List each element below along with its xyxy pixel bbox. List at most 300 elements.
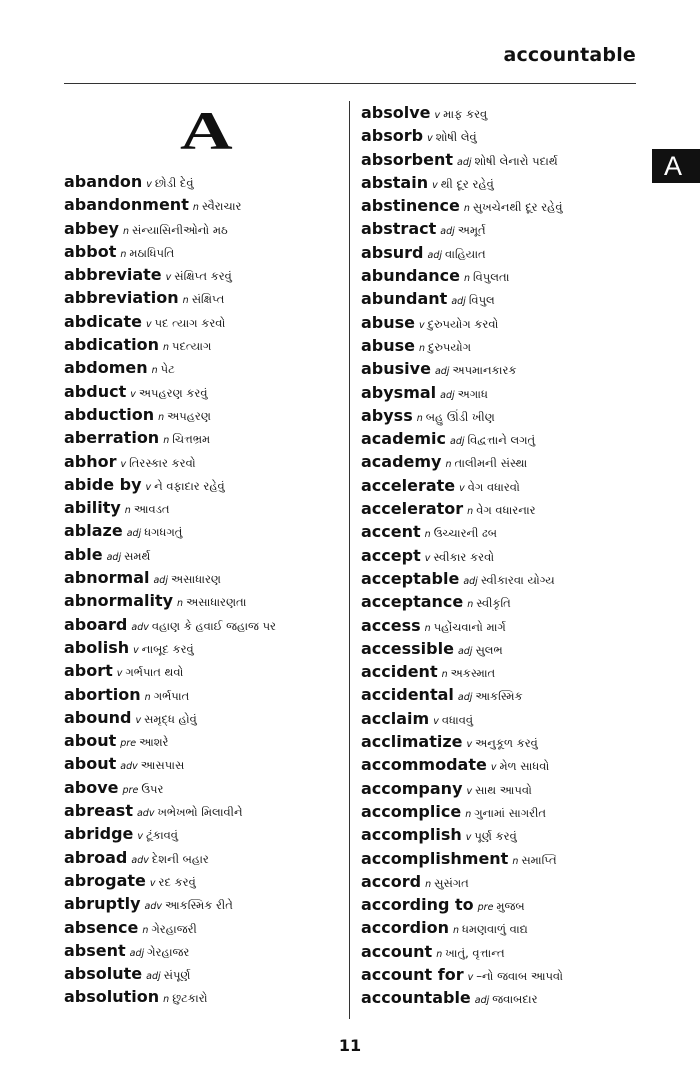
dictionary-entry [361,847,661,870]
dictionary-entry [361,614,661,637]
dictionary-entry [64,496,346,519]
dictionary-entry [64,613,346,636]
gujarati-meaning: આવડત [133,502,170,517]
gujarati-meaning: રદ કરવું [158,874,196,889]
dictionary-entry [64,380,346,403]
dictionary-entry [361,940,661,963]
gujarati-meaning: સંપૂર્ણ [163,968,191,983]
headword: accept [361,545,421,565]
gujarati-meaning: વિપુલ [468,293,495,308]
headword: able [64,544,103,564]
gujarati-meaning: બહુ ઊંડી ખીણ [425,409,495,424]
headword: absolution [64,987,160,1007]
gujarati-meaning: સ્વીકારવા યોગ્ય [480,572,555,587]
headword: abdomen [64,358,148,378]
headword: abound [64,707,132,727]
gujarati-meaning: દેશની બહાર [151,851,209,866]
dictionary-entry [361,730,661,753]
gujarati-meaning: આકસ્મિક રીતે [165,898,233,913]
dictionary-entry [64,869,346,892]
part-of-speech: n [445,459,452,471]
dictionary-entry [361,311,661,334]
headword: abandon [64,172,143,191]
gujarati-meaning: શોષી લેનારો પદાર્થ [474,153,558,168]
gujarati-meaning: વેગ વધારવો [467,479,520,494]
dictionary-entry [361,544,661,567]
part-of-speech: n [142,924,149,936]
dictionary-entry [361,171,661,194]
gujarati-meaning: અસાધારણતા [186,595,247,610]
part-of-speech: adj [106,551,122,563]
dictionary-entry [361,660,661,683]
headword: absolute [64,964,143,984]
dictionary-entry [361,427,661,450]
headword: abbreviate [64,265,162,285]
dictionary-entry [64,333,346,356]
part-of-speech: v [433,715,439,727]
dictionary-entry [361,217,661,240]
column-divider [349,101,350,1019]
part-of-speech: pre [122,784,139,796]
gujarati-meaning: પેટ [160,362,175,377]
part-of-speech: adj [450,436,465,448]
gujarati-meaning: અમૂર્ત [457,223,486,238]
gujarati-meaning: આશરે [139,735,169,750]
headword: about [64,754,117,774]
gujarati-meaning: સ્વીકૃતિ [476,596,511,611]
headword: abortion [64,684,141,704]
gujarati-meaning: અકસ્માત [450,666,496,681]
gujarati-meaning: થી દૂર રહેવું [440,176,494,191]
gujarati-meaning: સમર્થ [124,548,151,563]
headword: accessible [361,638,454,658]
headword: accelerate [361,475,456,495]
dictionary-entry [361,287,661,310]
gujarati-meaning: મેળ સાધવો [499,759,550,774]
headword: abduct [64,381,127,401]
gujarati-meaning: ટૂંકાવવું [146,828,178,843]
headword: abduction [64,404,155,424]
headword: abide by [64,474,142,494]
dictionary-entry [361,590,661,613]
gujarati-meaning: વિદ્વત્તાને લગતું [467,433,536,448]
gujarati-meaning: દુરુપયોગ કરવો [427,316,499,331]
part-of-speech: n [124,505,131,517]
part-of-speech: v [133,644,139,656]
headword: accompany [361,778,463,798]
dictionary-entry [64,916,346,939]
part-of-speech: n [424,529,431,541]
part-of-speech: n [144,691,151,703]
gujarati-meaning: શોષી લેવું [435,130,477,145]
gujarati-meaning: સંન્યાસિનીઓનો મઠ [132,222,228,237]
headword: academic [361,429,447,449]
gujarati-meaning: ચિત્તભ્રમ [172,432,211,447]
gujarati-meaning: ઉપર [141,781,164,796]
headword: abdicate [64,311,142,331]
part-of-speech: n [424,622,431,634]
headword: abstract [361,219,437,239]
part-of-speech: adj [440,226,455,238]
part-of-speech: adj [129,947,145,959]
headword: ability [64,498,121,518]
dictionary-entry [361,870,661,893]
gujarati-meaning: ગેરહાજર [147,944,190,959]
headword: accent [361,522,421,542]
headword: abstain [361,172,429,192]
part-of-speech: v [490,762,497,774]
dictionary-entry [361,101,661,124]
part-of-speech: n [419,342,426,354]
dictionary-entry [64,403,346,426]
headword: accord [361,871,422,891]
part-of-speech: adv [136,808,155,820]
gujarati-meaning: તાલીમની સંસ્થા [454,456,528,471]
part-of-speech: adj [126,528,142,540]
part-of-speech: pre [120,738,137,750]
gujarati-meaning: છુટકારો [172,991,208,1006]
dictionary-entry [64,822,346,845]
part-of-speech: adj [146,971,161,983]
dictionary-entry [361,334,661,357]
headword: accidental [361,685,454,705]
part-of-speech: v [466,739,473,751]
dictionary-entry [361,567,661,590]
gujarati-meaning: અપહરણ [167,408,211,423]
dictionary-entry [361,916,661,939]
dictionary-entry [64,450,346,473]
part-of-speech: n [182,295,189,307]
part-of-speech: n [177,598,184,610]
gujarati-meaning: આસપાસ [140,758,185,773]
part-of-speech: v [116,668,123,680]
dictionary-entry [64,589,346,612]
headword: ablaze [64,521,123,541]
headword: abreast [64,801,133,821]
gujarati-meaning: દુરુપયોગ [428,339,472,354]
part-of-speech: v [467,971,474,983]
dictionary-entry [64,962,346,985]
headword: abhor [64,451,117,471]
part-of-speech: v [434,110,441,121]
part-of-speech: n [436,948,443,960]
headword: abundant [361,289,448,309]
headword: absolve [361,103,431,122]
headword: accomplish [361,825,462,845]
header-rule [64,83,636,84]
dictionary-entry [361,241,661,264]
gujarati-meaning: પદત્યાગ [172,339,212,354]
part-of-speech: adj [457,692,473,704]
part-of-speech: v [120,458,127,470]
headword: absent [64,940,126,960]
gujarati-meaning: અપહરણ કરવું [138,385,208,400]
dictionary-entry [361,357,661,380]
headword: accommodate [361,755,487,775]
headword: academy [361,452,442,472]
gujarati-meaning: મઠાધિપતિ [129,245,175,260]
part-of-speech: adj [463,575,478,587]
dictionary-entry [64,799,346,822]
gujarati-meaning: સુલભ [475,642,503,657]
dictionary-entry [64,752,346,775]
part-of-speech: n [120,248,127,260]
part-of-speech: v [135,714,142,726]
dictionary-entry [64,170,346,193]
headword: accident [361,662,438,682]
dictionary-entry [64,263,346,286]
dictionary-entry [361,381,661,404]
headword: aboard [64,614,128,634]
headword: abbreviation [64,288,179,308]
gujarati-meaning: અસાધારણ [170,572,221,587]
left-column [64,170,346,1009]
headword: accountable [361,988,471,1008]
part-of-speech: v [165,272,172,284]
dictionary-entry [64,356,346,379]
headword: abstinence [361,196,460,216]
part-of-speech: v [146,179,152,190]
part-of-speech: adv [131,621,149,633]
guide-word: accountable [503,44,636,66]
part-of-speech: n [464,273,471,285]
gujarati-meaning: સમૃદ્ધ હોવું [144,711,197,726]
dictionary-entry [64,286,346,309]
part-of-speech: adj [457,645,473,657]
part-of-speech: pre [477,902,494,914]
part-of-speech: v [432,179,438,191]
dictionary-entry [361,404,661,427]
dictionary-entry [64,636,346,659]
headword: abyss [361,405,413,425]
dictionary-entry [64,729,346,752]
headword: aberration [64,428,160,448]
dictionary-entry [361,800,661,823]
dictionary-entry [64,683,346,706]
gujarati-meaning: સમાપ્તિ [521,852,557,867]
gujarati-meaning: વધાવવું [441,712,474,727]
headword: abundance [361,266,461,286]
part-of-speech: v [137,831,144,843]
dictionary-entry [361,986,661,1009]
gujarati-meaning: સ્વીકાર કરવો [433,549,495,564]
headword: abuse [361,312,416,332]
gujarati-meaning: ખાતું, વૃત્તાન્ત [445,945,505,960]
part-of-speech: adv [120,761,138,773]
part-of-speech: n [151,365,158,377]
headword: absence [64,917,139,937]
part-of-speech: v [145,481,152,493]
headword: access [361,615,421,635]
dictionary-entry [361,753,661,776]
headword: abroad [64,847,128,867]
dictionary-entry [64,706,346,729]
part-of-speech: adj [474,995,490,1007]
dictionary-entry [64,519,346,542]
dictionary-entry [361,264,661,287]
gujarati-meaning: ગુનામાં સાગરીત [474,805,546,820]
part-of-speech: adv [144,901,163,913]
gujarati-meaning: ધમણવાળું વાદ્ય [462,922,528,937]
gujarati-meaning: ગેરહાજરી [151,921,197,936]
part-of-speech: adj [427,249,443,261]
part-of-speech: v [424,552,431,564]
part-of-speech: v [465,832,472,844]
right-column [361,101,661,1010]
part-of-speech: n [163,994,170,1006]
gujarati-meaning: પૂર્ણ કરવું [474,829,517,844]
gujarati-meaning: સાથ આપવો [475,782,532,797]
dictionary-entry [361,777,661,800]
headword: acceptance [361,592,464,612]
dictionary-entry [361,707,661,730]
headword: abruptly [64,894,141,914]
gujarati-meaning: મુજબ [496,899,525,914]
part-of-speech: v [130,388,136,400]
dictionary-entry [64,776,346,799]
part-of-speech: n [465,808,472,820]
part-of-speech: n [425,878,432,890]
dictionary-entry [361,893,661,916]
gujarati-meaning: ધગધગતું [144,525,183,540]
headword: accordion [361,918,449,938]
gujarati-meaning: વાહિયાત [445,246,486,261]
dictionary-entry [64,543,346,566]
headword: accomplishment [361,848,509,868]
headword: abnormal [64,568,150,588]
headword: abolish [64,637,130,657]
section-tab: A [652,149,700,183]
part-of-speech: n [162,342,170,354]
dictionary-entry [64,892,346,915]
part-of-speech: n [467,506,474,518]
part-of-speech: v [459,482,465,494]
part-of-speech: adj [457,156,472,168]
headword: absurd [361,242,424,262]
part-of-speech: adj [440,389,455,401]
headword: above [64,777,119,797]
gujarati-meaning: સંક્ષિપ્ત [191,292,225,307]
part-of-speech: v [427,133,433,145]
part-of-speech: v [145,318,152,330]
dictionary-entry [361,963,661,986]
gujarati-meaning: સુખચેનથી દૂર રહેવું [472,200,563,215]
part-of-speech: v [149,877,156,889]
dictionary-entry [64,846,346,869]
gujarati-meaning: ગર્ભપાત થવો [125,665,184,680]
part-of-speech: v [466,785,473,797]
gujarati-meaning: છોડી દેવું [154,176,194,190]
dictionary-entry [64,240,346,263]
gujarati-meaning: આકસ્મિક [475,689,523,704]
gujarati-meaning: ને વફાદાર રહેવું [154,478,225,493]
headword: about [64,731,117,751]
headword: absorbent [361,149,453,169]
gujarati-meaning: તિરસ્કાર કરવો [129,455,196,470]
gujarati-meaning: અપમાનકારક [452,363,517,378]
dictionary-entry [64,566,346,589]
gujarati-meaning: અનુકૂળ કરવું [475,736,538,751]
headword: abysmal [361,382,437,402]
headword: accelerator [361,499,464,519]
gujarati-meaning: જવાબદાર [492,992,538,1007]
dictionary-entry [361,683,661,706]
dictionary-entry [64,473,346,496]
dictionary-entry [361,124,661,147]
part-of-speech: n [463,203,470,215]
dictionary-entry [64,217,346,240]
gujarati-meaning: માફ કરવુ [443,107,488,121]
gujarati-meaning: –નો જવાબ આપવો [476,968,563,983]
part-of-speech: n [441,669,448,681]
headword: account for [361,964,464,984]
headword: abusive [361,359,431,379]
headword: acceptable [361,568,460,588]
part-of-speech: n [512,855,519,867]
gujarati-meaning: વિપુલતા [473,270,510,285]
headword: abbey [64,218,119,238]
headword: abdication [64,335,159,355]
dictionary-entry [64,659,346,682]
gujarati-meaning: સુસંગત [434,875,469,890]
headword: abuse [361,335,416,355]
gujarati-meaning: વહાણ કે હવાઈ જહાજ પર [151,618,276,633]
dictionary-entry [64,310,346,333]
headword: abridge [64,824,134,844]
headword: abrogate [64,870,146,890]
dictionary-entry [361,474,661,497]
part-of-speech: adv [131,854,149,866]
headword: acclimatize [361,732,463,752]
headword: abbot [64,241,117,261]
dictionary-entry [361,148,661,171]
gujarati-meaning: અગાધ [457,386,488,401]
dictionary-entry [361,450,661,473]
part-of-speech: n [122,225,130,237]
headword: abandonment [64,195,189,215]
part-of-speech: n [467,599,474,611]
dictionary-entry [361,520,661,543]
part-of-speech: adj [434,366,450,378]
gujarati-meaning: વેગ વધારનાર [476,503,536,518]
headword: accomplice [361,801,462,821]
page-number: 11 [338,1036,362,1055]
headword: account [361,941,433,961]
dictionary-entry [361,194,661,217]
gujarati-meaning: સ્વૈરાચાર [201,199,242,214]
dictionary-entry [64,939,346,962]
gujarati-meaning: ઉચ્ચારની ઢબ [433,526,497,541]
gujarati-meaning: પદ ત્યાગ કરવો [154,315,226,330]
dictionary-entry [64,426,346,449]
headword: absorb [361,126,424,146]
headword: acclaim [361,708,430,728]
section-letter: A [180,101,233,161]
part-of-speech: n [163,435,170,447]
dictionary-entry [361,823,661,846]
part-of-speech: n [452,925,459,937]
dictionary-entry [64,193,346,216]
gujarati-meaning: ખભેખભો મિલાવીને [157,805,243,820]
headword: abnormality [64,591,174,611]
part-of-speech: n [192,202,199,214]
part-of-speech: adj [451,296,466,308]
part-of-speech: v [419,319,425,331]
dictionary-entry [361,497,661,520]
dictionary-entry [64,985,346,1008]
gujarati-meaning: ગર્ભપાત [153,688,190,703]
gujarati-meaning: પહોંચવાનો માર્ગ [433,619,506,634]
